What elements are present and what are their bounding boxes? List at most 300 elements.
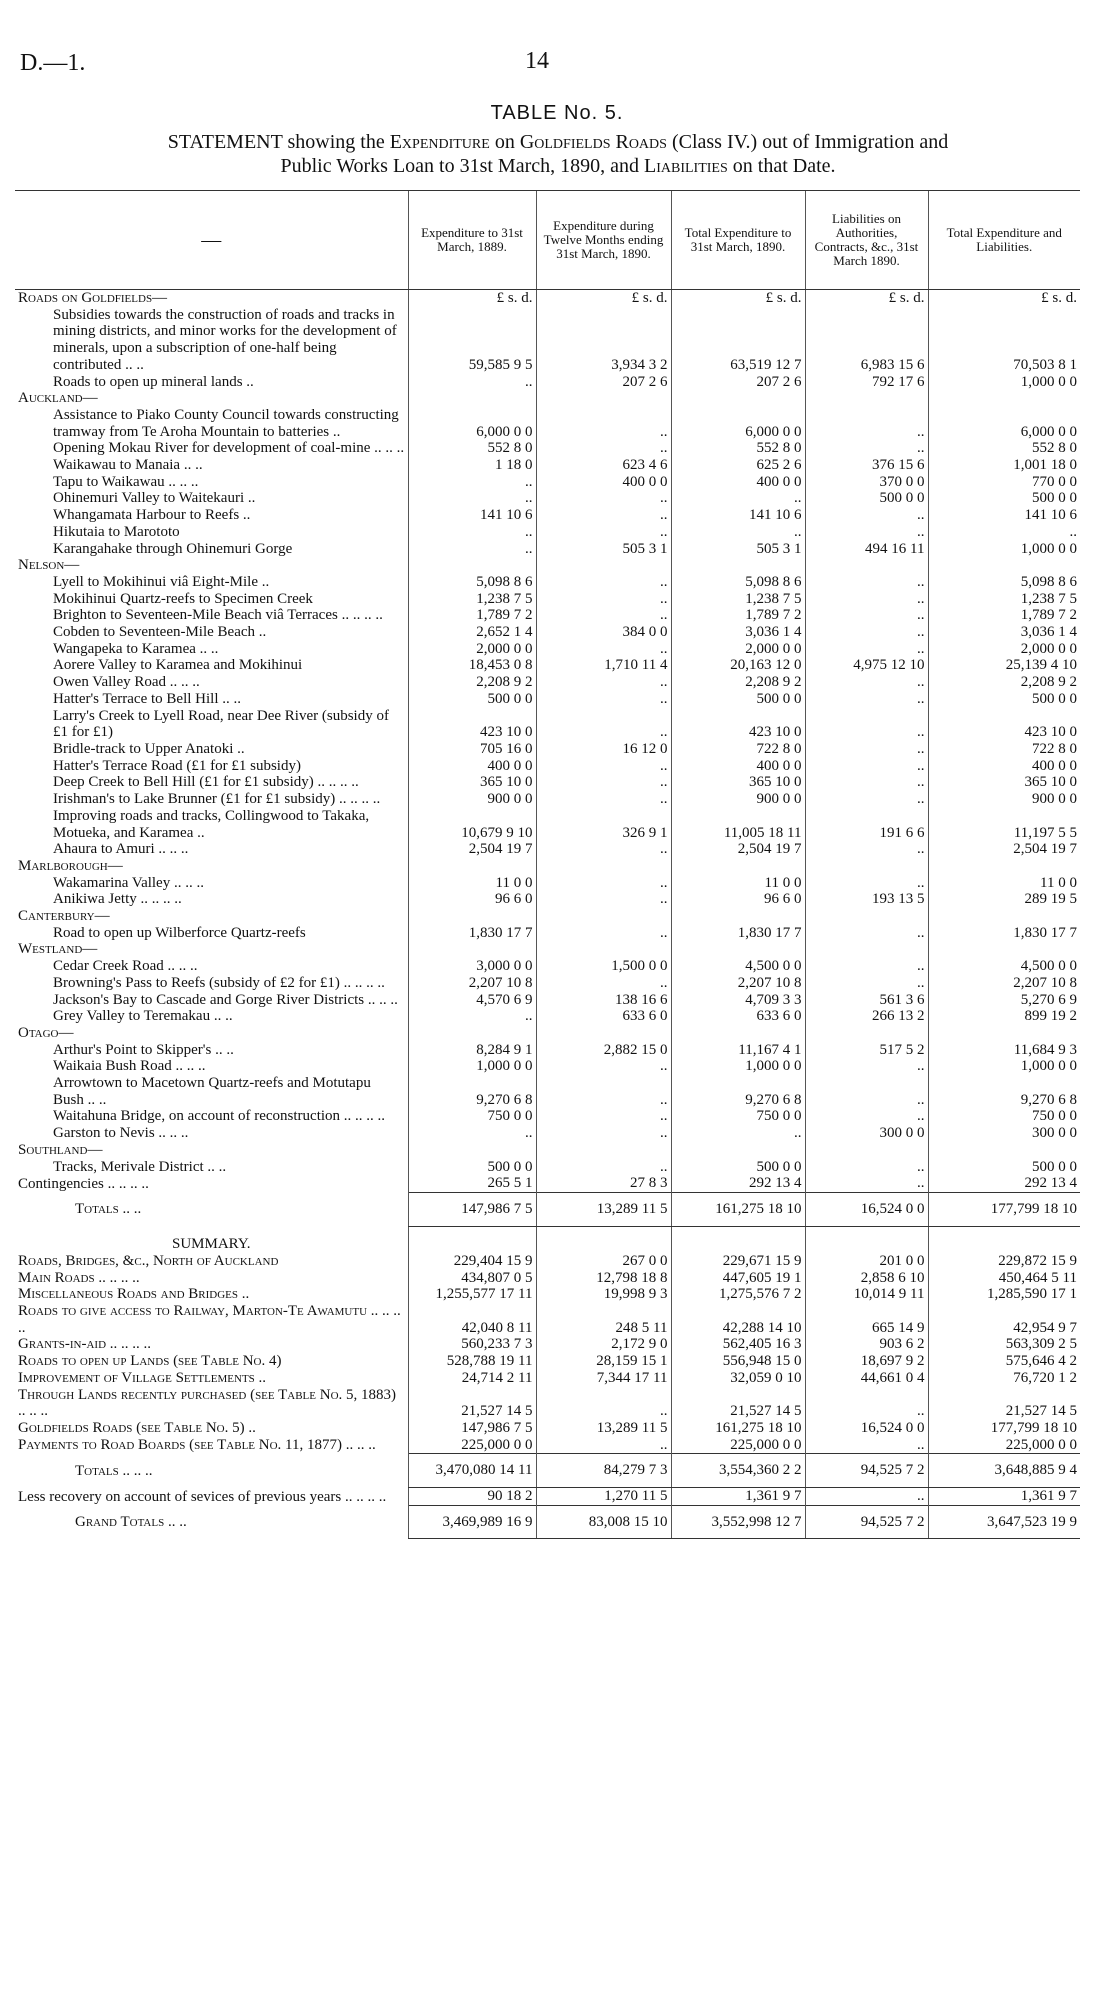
row-value-col-5: 292 13 4 (928, 1175, 1080, 1192)
table-row (15, 1420, 1080, 1437)
row-value-col-2: .. (536, 407, 671, 440)
row-label: Cedar Creek Road .. .. .. (53, 958, 198, 975)
row-value-col-1: 434,807 0 5 (408, 1270, 536, 1287)
row-label: Brighton to Seventeen-Mile Beach viâ Terraces .. .. .. .. (53, 607, 383, 624)
row-value-col-5: 1,789 7 2 (928, 607, 1080, 624)
row-value-col-1: 2,504 19 7 (408, 841, 536, 858)
row-label: Hikutaia to Marototo (53, 523, 180, 540)
row-value-col-3 (671, 557, 805, 574)
row-value-col-2: .. (536, 891, 671, 908)
row-value-col-4 (805, 390, 928, 407)
row-value-col-3: 4,500 0 0 (671, 958, 805, 975)
table-row (15, 958, 1080, 975)
row-label: Roads to give access to Railway, Marton-Te Awamutu .. .. .. .. (18, 1302, 401, 1336)
row-value-col-5: 25,139 4 10 (928, 657, 1080, 674)
table-row (15, 1125, 1080, 1142)
row-label: Subsidies towards the construction of roads and tracks in mining districts, and minor works for the development of minerals, upon a subscription of one-half being contributed .. .. (53, 306, 397, 373)
table-row (15, 1142, 1080, 1159)
row-value-col-1: .. (408, 524, 536, 541)
table-row (15, 507, 1080, 524)
row-value-col-3: .. (671, 1125, 805, 1142)
row-value-col-3: 11,167 4 1 (671, 1042, 805, 1059)
row-value-col-5: 575,646 4 2 (928, 1353, 1080, 1370)
row-value-col-2: 384 0 0 (536, 624, 671, 641)
table-row (15, 774, 1080, 791)
row-value-col-1 (408, 858, 536, 875)
row-value-col-2: .. (536, 875, 671, 892)
row-value-col-4 (805, 1025, 928, 1042)
row-value-col-4 (805, 1142, 928, 1159)
row-value-col-3: 365 10 0 (671, 774, 805, 791)
statement-text-1b: Expenditure (389, 131, 490, 153)
table-row (15, 1505, 1080, 1539)
row-value-col-5: 500 0 0 (928, 490, 1080, 507)
row-label: Totals .. .. .. (75, 1462, 153, 1479)
row-value-col-3: 229,671 15 9 (671, 1253, 805, 1270)
row-value-col-4: .. (805, 641, 928, 658)
row-value-col-1: 560,233 7 3 (408, 1336, 536, 1353)
row-value-col-1 (408, 908, 536, 925)
row-value-col-4: .. (805, 1437, 928, 1454)
row-value-col-2 (536, 1025, 671, 1042)
row-value-col-4: .. (805, 791, 928, 808)
table-row (15, 808, 1080, 841)
table-title: TABLE No. 5. (490, 102, 624, 124)
row-value-col-3: 400 0 0 (671, 474, 805, 491)
row-value-col-5: 899 19 2 (928, 1008, 1080, 1025)
row-value-col-5: 563,309 2 5 (928, 1336, 1080, 1353)
row-value-col-1: £ s. d. (408, 290, 536, 307)
row-value-col-1: 21,527 14 5 (408, 1387, 536, 1420)
statement-text-1c: on (489, 131, 520, 153)
row-value-col-4: 517 5 2 (805, 1042, 928, 1059)
table-row (15, 891, 1080, 908)
row-label: Westland— (18, 941, 98, 958)
row-value-col-5: 1,000 0 0 (928, 1058, 1080, 1075)
row-value-col-3: 96 6 0 (671, 891, 805, 908)
row-value-col-3: 32,059 0 10 (671, 1370, 805, 1387)
row-label: Grey Valley to Teremakau .. .. (53, 1008, 233, 1025)
row-value-col-5: 5,098 8 6 (928, 574, 1080, 591)
statement-caption (18, 130, 1098, 178)
row-value-col-3 (671, 1142, 805, 1159)
header-description: — (15, 191, 408, 290)
statement-text-2c: on that Date. (727, 155, 836, 177)
row-value-col-4: .. (805, 708, 928, 741)
row-value-col-4: .. (805, 1488, 928, 1506)
row-value-col-3: 141 10 6 (671, 507, 805, 524)
row-label: Payments to Road Boards (see Table No. 11, 1877) .. .. .. (18, 1437, 376, 1454)
row-value-col-3: 161,275 18 10 (671, 1420, 805, 1437)
row-value-col-3: 1,361 9 7 (671, 1488, 805, 1506)
row-value-col-5: 400 0 0 (928, 758, 1080, 775)
row-label: Road to open up Wilberforce Quartz-reefs (53, 924, 306, 941)
row-value-col-4: .. (805, 1159, 928, 1176)
row-value-col-3: .. (671, 490, 805, 507)
row-label: Improvement of Village Settlements .. (18, 1369, 267, 1386)
row-value-col-1: 6,000 0 0 (408, 407, 536, 440)
row-value-col-4: .. (805, 774, 928, 791)
row-value-col-5: 2,208 9 2 (928, 674, 1080, 691)
row-value-col-1 (408, 1142, 536, 1159)
row-value-col-4: 792 17 6 (805, 374, 928, 391)
table-row (15, 1058, 1080, 1075)
row-value-col-1: 4,570 6 9 (408, 992, 536, 1009)
row-label: Tracks, Merivale District .. .. (53, 1158, 227, 1175)
row-value-col-5: 1,001 18 0 (928, 457, 1080, 474)
row-value-col-1 (408, 1025, 536, 1042)
row-value-col-4: 494 16 11 (805, 541, 928, 558)
row-value-col-3: 1,000 0 0 (671, 1058, 805, 1075)
table-row (15, 858, 1080, 875)
row-label: Irishman's to Lake Brunner (£1 for £1 subsidy) .. .. .. .. (53, 791, 381, 808)
row-value-col-2: 12,798 18 8 (536, 1270, 671, 1287)
row-value-col-1: 9,270 6 8 (408, 1075, 536, 1108)
row-value-col-2: 1,710 11 4 (536, 657, 671, 674)
table-row (15, 290, 1080, 307)
row-value-col-5: 1,830 17 7 (928, 925, 1080, 942)
header-col-2: Expenditure during Twelve Months ending 31st March, 1890. (536, 191, 671, 290)
row-value-col-1: 10,679 9 10 (408, 808, 536, 841)
row-value-col-4: .. (805, 1175, 928, 1192)
table-row (15, 1159, 1080, 1176)
row-value-col-5: 9,270 6 8 (928, 1075, 1080, 1108)
row-value-col-4: 94,525 7 2 (805, 1454, 928, 1488)
row-value-col-3: 1,789 7 2 (671, 607, 805, 624)
table-row (15, 490, 1080, 507)
row-value-col-2: 207 2 6 (536, 374, 671, 391)
row-value-col-4: 16,524 0 0 (805, 1192, 928, 1226)
row-value-col-4: 266 13 2 (805, 1008, 928, 1025)
row-value-col-5 (928, 390, 1080, 407)
row-value-col-2: .. (536, 1437, 671, 1454)
row-label: Roads on Goldfields— (18, 290, 168, 306)
row-value-col-2: .. (536, 1075, 671, 1108)
row-value-col-4: 16,524 0 0 (805, 1420, 928, 1437)
row-value-col-1: 5,098 8 6 (408, 574, 536, 591)
row-value-col-4: .. (805, 507, 928, 524)
row-label: Hatter's Terrace to Bell Hill .. .. (53, 690, 241, 707)
row-value-col-2: .. (536, 674, 671, 691)
row-value-col-5: 11,684 9 3 (928, 1042, 1080, 1059)
row-label: Grants-in-aid .. .. .. .. (18, 1336, 152, 1353)
row-value-col-3: 4,709 3 3 (671, 992, 805, 1009)
row-label: Deep Creek to Bell Hill (£1 for £1 subsidy) .. .. .. .. (53, 774, 359, 791)
row-value-col-5: 2,207 10 8 (928, 975, 1080, 992)
row-value-col-2: .. (536, 774, 671, 791)
row-label: Lyell to Mokihinui viâ Eight-Mile .. (53, 573, 270, 590)
row-value-col-5: .. (928, 524, 1080, 541)
table-row (15, 440, 1080, 457)
row-value-col-4: .. (805, 741, 928, 758)
table-row (15, 624, 1080, 641)
row-value-col-1: 42,040 8 11 (408, 1303, 536, 1336)
table-row (15, 1075, 1080, 1108)
row-value-col-3: £ s. d. (671, 290, 805, 307)
row-value-col-3: 423 10 0 (671, 708, 805, 741)
row-value-col-5 (928, 941, 1080, 958)
row-value-col-1 (408, 941, 536, 958)
row-value-col-4 (805, 1226, 928, 1253)
row-value-col-5: 3,647,523 19 9 (928, 1505, 1080, 1539)
row-label: Arrowtown to Macetown Quartz-reefs and Motutapu Bush .. .. (53, 1075, 371, 1108)
row-value-col-5: 423 10 0 (928, 708, 1080, 741)
table-row (15, 390, 1080, 407)
row-value-col-5: 76,720 1 2 (928, 1370, 1080, 1387)
row-label: Owen Valley Road .. .. .. (53, 674, 200, 691)
table-row (15, 374, 1080, 391)
expenditure-table (15, 190, 1080, 1539)
row-label: Totals .. .. (75, 1201, 142, 1218)
table-row (15, 1008, 1080, 1025)
row-value-col-1: 225,000 0 0 (408, 1437, 536, 1454)
row-value-col-1: .. (408, 541, 536, 558)
row-value-col-1: 1,789 7 2 (408, 607, 536, 624)
row-value-col-2: 505 3 1 (536, 541, 671, 558)
table-row (15, 1454, 1080, 1488)
row-label: Goldfields Roads (see Table No. 5) .. (18, 1419, 256, 1436)
row-value-col-1: 705 16 0 (408, 741, 536, 758)
row-value-col-3: 11 0 0 (671, 875, 805, 892)
row-value-col-3: 1,238 7 5 (671, 591, 805, 608)
row-label: Waitahuna Bridge, on account of reconstruction .. .. .. .. (53, 1108, 386, 1125)
row-value-col-1: 500 0 0 (408, 1159, 536, 1176)
row-value-col-4: .. (805, 1108, 928, 1125)
row-value-col-4: 193 13 5 (805, 891, 928, 908)
row-label: Browning's Pass to Reefs (subsidy of £2 for £1) .. .. .. .. (53, 974, 385, 991)
row-value-col-2: 3,934 3 2 (536, 307, 671, 374)
row-label: Canterbury— (18, 908, 110, 925)
row-label: Nelson— (18, 557, 80, 574)
row-value-col-1: 265 5 1 (408, 1175, 536, 1192)
row-value-col-4 (805, 557, 928, 574)
row-value-col-1: .. (408, 1125, 536, 1142)
table-row (15, 941, 1080, 958)
statement-text-2b: Liabilities (644, 155, 728, 177)
table-row (15, 557, 1080, 574)
row-value-col-2: .. (536, 1058, 671, 1075)
row-value-col-1: 2,000 0 0 (408, 641, 536, 658)
row-value-col-4: £ s. d. (805, 290, 928, 307)
table-row (15, 524, 1080, 541)
page-reference: D.—1. (20, 50, 86, 76)
row-label: Less recovery on account of sevices of previous years .. .. .. .. (18, 1488, 387, 1505)
row-label: Bridle-track to Upper Anatoki .. (53, 740, 245, 757)
row-value-col-2 (536, 858, 671, 875)
table-row (15, 1192, 1080, 1226)
row-value-col-5: 5,270 6 9 (928, 992, 1080, 1009)
row-label: Mokihinui Quartz-reefs to Specimen Creek (53, 590, 313, 607)
row-value-col-3: 556,948 15 0 (671, 1353, 805, 1370)
row-value-col-1: 2,208 9 2 (408, 674, 536, 691)
row-value-col-3: 505 3 1 (671, 541, 805, 558)
row-value-col-4: 18,697 9 2 (805, 1353, 928, 1370)
row-label: Grand Totals .. .. (75, 1514, 187, 1531)
row-value-col-5: 70,503 8 1 (928, 307, 1080, 374)
row-value-col-5: 500 0 0 (928, 691, 1080, 708)
row-value-col-5: 3,036 1 4 (928, 624, 1080, 641)
row-value-col-4: 94,525 7 2 (805, 1505, 928, 1539)
row-value-col-5: 1,361 9 7 (928, 1488, 1080, 1506)
row-value-col-3 (671, 908, 805, 925)
row-label: Garston to Nevis .. .. .. (53, 1125, 189, 1142)
row-value-col-3: 552 8 0 (671, 440, 805, 457)
table-row (15, 1226, 1080, 1253)
row-value-col-4: .. (805, 958, 928, 975)
row-value-col-2: .. (536, 791, 671, 808)
table-row (15, 875, 1080, 892)
row-label: Miscellaneous Roads and Bridges .. (18, 1286, 250, 1303)
row-value-col-1: 423 10 0 (408, 708, 536, 741)
row-value-col-4: .. (805, 875, 928, 892)
row-label: Hatter's Terrace Road (£1 for £1 subsidy) (53, 757, 301, 774)
row-value-col-2: 13,289 11 5 (536, 1420, 671, 1437)
row-value-col-5 (928, 858, 1080, 875)
row-value-col-5: 1,000 0 0 (928, 541, 1080, 558)
row-value-col-1: 147,986 7 5 (408, 1420, 536, 1437)
row-label: Auckland— (18, 390, 98, 407)
row-label: Ohinemuri Valley to Waitekauri .. (53, 490, 256, 507)
row-label: Main Roads .. .. .. .. (18, 1269, 140, 1286)
row-value-col-3: 750 0 0 (671, 1108, 805, 1125)
statement-text-1a: STATEMENT showing the (167, 131, 390, 153)
row-value-col-2: .. (536, 591, 671, 608)
row-value-col-2: .. (536, 440, 671, 457)
row-value-col-1: 500 0 0 (408, 691, 536, 708)
row-value-col-2 (536, 390, 671, 407)
row-value-col-4 (805, 941, 928, 958)
row-value-col-2: 84,279 7 3 (536, 1454, 671, 1488)
row-value-col-2: 267 0 0 (536, 1253, 671, 1270)
row-value-col-1: 1,830 17 7 (408, 925, 536, 942)
table-row (15, 1303, 1080, 1336)
row-value-col-5: 4,500 0 0 (928, 958, 1080, 975)
row-value-col-1: 141 10 6 (408, 507, 536, 524)
row-value-col-3: 42,288 14 10 (671, 1303, 805, 1336)
row-value-col-3: 11,005 18 11 (671, 808, 805, 841)
row-value-col-4: .. (805, 440, 928, 457)
row-value-col-4: .. (805, 574, 928, 591)
row-value-col-5 (928, 557, 1080, 574)
table-row (15, 657, 1080, 674)
row-value-col-2: 400 0 0 (536, 474, 671, 491)
row-value-col-2 (536, 1142, 671, 1159)
row-value-col-4: 2,858 6 10 (805, 1270, 928, 1287)
row-label: Tapu to Waikawau .. .. .. (53, 473, 199, 490)
row-value-col-5: 365 10 0 (928, 774, 1080, 791)
row-value-col-2: 1,500 0 0 (536, 958, 671, 975)
row-value-col-2: £ s. d. (536, 290, 671, 307)
row-value-col-1: 24,714 2 11 (408, 1370, 536, 1387)
row-value-col-3: 562,405 16 3 (671, 1336, 805, 1353)
row-value-col-2: 326 9 1 (536, 808, 671, 841)
row-value-col-5 (928, 908, 1080, 925)
row-label: Wangapeka to Karamea .. .. (53, 640, 219, 657)
row-value-col-2: 248 5 11 (536, 1303, 671, 1336)
row-value-col-3: 3,036 1 4 (671, 624, 805, 641)
row-value-col-4: 4,975 12 10 (805, 657, 928, 674)
row-value-col-5: 1,238 7 5 (928, 591, 1080, 608)
row-label: Karangahake through Ohinemuri Gorge (53, 540, 293, 557)
row-value-col-5: 900 0 0 (928, 791, 1080, 808)
row-value-col-4: 191 6 6 (805, 808, 928, 841)
row-value-col-5: 300 0 0 (928, 1125, 1080, 1142)
table-row (15, 791, 1080, 808)
row-value-col-4: .. (805, 1075, 928, 1108)
row-value-col-3: 500 0 0 (671, 1159, 805, 1176)
row-value-col-5: 229,872 15 9 (928, 1253, 1080, 1270)
row-value-col-4: .. (805, 1387, 928, 1420)
table-row (15, 1437, 1080, 1454)
row-value-col-3: 447,605 19 1 (671, 1270, 805, 1287)
row-value-col-1: 552 8 0 (408, 440, 536, 457)
row-value-col-3: 292 13 4 (671, 1175, 805, 1192)
table-row (15, 841, 1080, 858)
row-label: Waikaia Bush Road .. .. .. (53, 1058, 206, 1075)
row-value-col-1: 3,470,080 14 11 (408, 1454, 536, 1488)
row-value-col-3: 225,000 0 0 (671, 1437, 805, 1454)
row-label: Jackson's Bay to Cascade and Gorge River Districts .. .. .. (53, 991, 398, 1008)
row-value-col-3: 500 0 0 (671, 691, 805, 708)
row-value-col-1: 1,000 0 0 (408, 1058, 536, 1075)
row-value-col-1: 400 0 0 (408, 758, 536, 775)
row-value-col-5: 2,504 19 7 (928, 841, 1080, 858)
row-value-col-2: 2,172 9 0 (536, 1336, 671, 1353)
row-value-col-1: 2,652 1 4 (408, 624, 536, 641)
row-value-col-2: 19,998 9 3 (536, 1286, 671, 1303)
table-row (15, 541, 1080, 558)
row-value-col-1: .. (408, 490, 536, 507)
header-col-4: Liabilities on Authorities, Contracts, &c., 31st March 1890. (805, 191, 928, 290)
row-value-col-2: 138 16 6 (536, 992, 671, 1009)
row-value-col-4: .. (805, 841, 928, 858)
row-value-col-2: .. (536, 1387, 671, 1420)
row-value-col-2: .. (536, 1108, 671, 1125)
row-label: Anikiwa Jetty .. .. .. .. (53, 891, 182, 908)
row-value-col-3: 2,207 10 8 (671, 975, 805, 992)
row-label: Roads to open up Lands (see Table No. 4) (18, 1353, 282, 1370)
row-value-col-3: 633 6 0 (671, 1008, 805, 1025)
row-label: Otago— (18, 1024, 74, 1041)
row-value-col-2: .. (536, 1159, 671, 1176)
row-value-col-1: 147,986 7 5 (408, 1192, 536, 1226)
row-value-col-4: .. (805, 407, 928, 440)
row-value-col-2: 83,008 15 10 (536, 1505, 671, 1539)
row-value-col-5: 1,285,590 17 1 (928, 1286, 1080, 1303)
row-value-col-3: 6,000 0 0 (671, 407, 805, 440)
header-col-3: Total Expenditure to 31st March, 1890. (671, 191, 805, 290)
row-value-col-4: .. (805, 975, 928, 992)
row-value-col-4: .. (805, 624, 928, 641)
row-label: Cobden to Seventeen-Mile Beach .. (53, 624, 267, 641)
row-label: Southland— (18, 1141, 103, 1158)
row-value-col-2 (536, 941, 671, 958)
row-value-col-4: .. (805, 1058, 928, 1075)
row-value-col-2: .. (536, 758, 671, 775)
row-value-col-5: 6,000 0 0 (928, 407, 1080, 440)
row-value-col-5: 1,000 0 0 (928, 374, 1080, 391)
row-value-col-2 (536, 908, 671, 925)
table-row (15, 641, 1080, 658)
row-value-col-2: 1,270 11 5 (536, 1488, 671, 1506)
table-row (15, 1336, 1080, 1353)
row-value-col-4: 561 3 6 (805, 992, 928, 1009)
row-label: Marlborough— (18, 857, 123, 874)
row-value-col-2: 27 8 3 (536, 1175, 671, 1192)
row-value-col-2: .. (536, 574, 671, 591)
row-value-col-2: 7,344 17 11 (536, 1370, 671, 1387)
table-row (15, 975, 1080, 992)
